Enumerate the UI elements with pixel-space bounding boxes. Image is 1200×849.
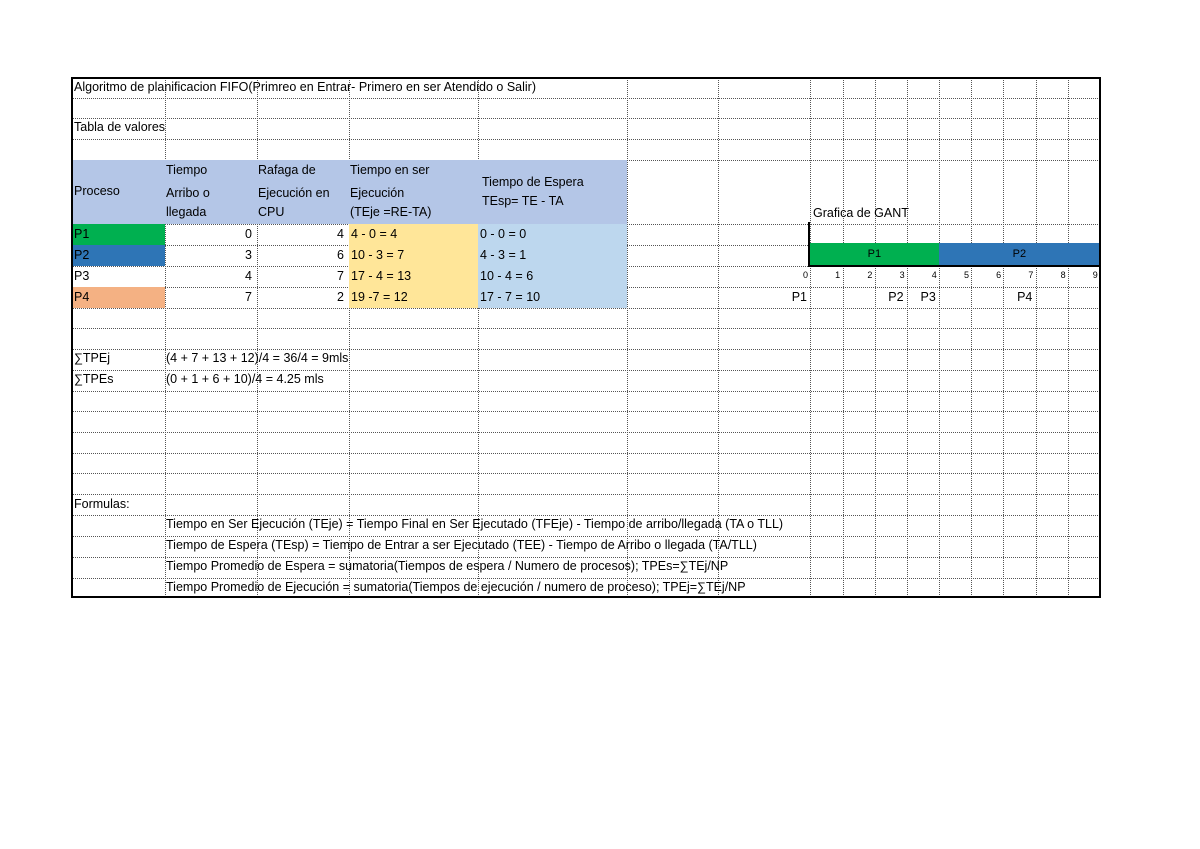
gantt-tick-3: 3 <box>899 270 905 280</box>
gantt-tick-5: 5 <box>963 270 969 280</box>
gantt-tick-7: 7 <box>1028 270 1034 280</box>
row-p3-ejecucion: 17 - 4 = 13 <box>351 269 412 283</box>
row-p1-arribo: 0 <box>245 227 252 241</box>
row-p1-rafaga: 4 <box>337 227 344 241</box>
header-arribo-1: Tiempo <box>166 163 208 177</box>
gantt-tick-6: 6 <box>996 270 1002 280</box>
row-p1-proceso: P1 <box>74 227 90 241</box>
gantt-tick-2: 2 <box>867 270 873 280</box>
row-p4-rafaga: 2 <box>337 290 344 304</box>
formula-tesp: Tiempo de Espera (TEsp) = Tiempo de Entrar a ser Ejecutado (TEE) - Tiempo de Arribo o llegada (TA/TLL) <box>166 538 757 552</box>
header-espera-1: Tiempo de Espera <box>482 175 584 189</box>
row-p1-espera: 0 - 0 = 0 <box>480 227 527 241</box>
row-p3-arribo: 4 <box>245 269 252 283</box>
formulas-label: Formulas: <box>74 497 130 511</box>
sheet-frame <box>71 77 1101 598</box>
sheet-title: Algoritmo de planificacion FIFO(Primreo en Entrar- Primero en ser Atendido o Salir) <box>74 80 536 94</box>
header-espera-2: TEsp= TE - TA <box>482 194 564 208</box>
gantt-marker-p2: P2 <box>888 290 904 304</box>
gantt-tick-1: 1 <box>835 270 841 280</box>
row-p2-arribo: 3 <box>245 248 252 262</box>
row-p4-ejecucion: 19 -7 = 12 <box>351 290 408 304</box>
header-ejecucion-1: Tiempo en ser <box>350 163 430 177</box>
gantt-bar-label-p1: P1 <box>867 248 882 260</box>
row-p4-espera: 17 - 7 = 10 <box>480 290 541 304</box>
gantt-tick-0: 0 <box>802 270 808 280</box>
header-rafaga-2: Ejecución en <box>258 186 330 200</box>
gantt-bar-label-p2: P2 <box>1012 248 1027 260</box>
gantt-marker-p4: P4 <box>1017 290 1033 304</box>
row-p2-ejecucion: 10 - 3 = 7 <box>351 248 405 262</box>
formula-tej: Tiempo en Ser Ejecución (TEje) = Tiempo Final en Ser Ejecutado (TFEje) - Tiempo de arribo/llegada (TA o TLL) <box>166 517 784 531</box>
row-p3-espera: 10 - 4 = 6 <box>480 269 534 283</box>
row-p3-proceso: P3 <box>74 269 90 283</box>
row-p2-espera: 4 - 3 = 1 <box>480 248 527 262</box>
row-p4-proceso: P4 <box>74 290 90 304</box>
avg-tpes-label: ∑TPEs <box>74 372 114 386</box>
header-arribo-3: llegada <box>166 205 207 219</box>
gantt-title: Grafica de GANT <box>813 206 909 220</box>
formula-tpej: Tiempo Promedio de Ejecución = sumatoria(Tiempos de ejecución / numero de proceso); TPEj=∑TEj/NP <box>166 580 746 594</box>
row-p4-arribo: 7 <box>245 290 252 304</box>
header-proceso: Proceso <box>74 184 120 198</box>
header-arribo-2: Arribo o <box>166 186 210 200</box>
gantt-tick-4: 4 <box>931 270 937 280</box>
avg-tpej-label: ∑TPEj <box>74 351 110 365</box>
gantt-marker-p3: P3 <box>920 290 936 304</box>
table-label: Tabla de valores <box>74 120 166 134</box>
formula-tpes: Tiempo Promedio de Espera = sumatoria(Tiempos de espera / Numero de procesos); TPEs=∑TEj/NP <box>166 559 729 573</box>
row-p2-proceso: P2 <box>74 248 90 262</box>
gantt-tick-8: 8 <box>1060 270 1066 280</box>
row-p3-rafaga: 7 <box>337 269 344 283</box>
avg-tpej-value: (4 + 7 + 13 + 12)/4 = 36/4 = 9mls <box>166 351 349 365</box>
avg-tpes-value: (0 + 1 + 6 + 10)/4 = 4.25 mls <box>166 372 324 386</box>
header-rafaga-3: CPU <box>258 205 285 219</box>
gantt-marker-p1: P1 <box>791 290 807 304</box>
header-ejecucion-3: (TEje =RE-TA) <box>350 205 432 219</box>
header-rafaga-1: Rafaga de <box>258 163 316 177</box>
header-ejecucion-2: Ejecución <box>350 186 405 200</box>
gantt-tick-9: 9 <box>1092 270 1098 280</box>
row-p2-rafaga: 6 <box>337 248 344 262</box>
row-p1-ejecucion: 4 - 0 = 4 <box>351 227 398 241</box>
